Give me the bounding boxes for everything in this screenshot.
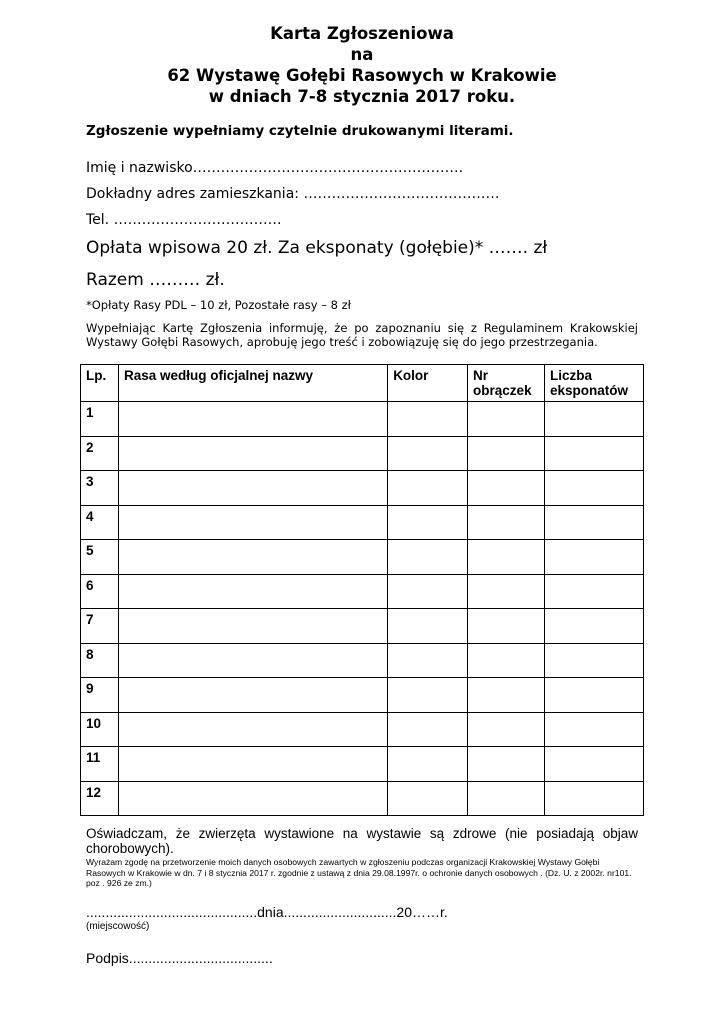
breed-cell[interactable] xyxy=(118,678,387,713)
breed-cell[interactable] xyxy=(118,747,387,782)
breed-cell[interactable] xyxy=(118,471,387,506)
ring-cell[interactable] xyxy=(468,402,545,437)
table-row xyxy=(81,402,644,437)
row-number: 11 xyxy=(81,747,119,782)
table-header-row xyxy=(81,365,644,402)
color-cell[interactable] xyxy=(388,436,468,471)
fee-line: Opłata wpisowa 20 zł. Za eksponaty (gołębie)* ……. zł xyxy=(86,238,548,258)
count-cell[interactable] xyxy=(545,781,644,816)
event-dates: w dniach 7-8 stycznia 2017 roku. xyxy=(208,87,516,106)
row-number: 10 xyxy=(81,712,119,747)
count-cell[interactable] xyxy=(545,505,644,540)
count-cell[interactable] xyxy=(545,402,644,437)
place-date-line: ............................................dnia.............................20……r. xyxy=(86,904,448,920)
count-cell[interactable] xyxy=(545,712,644,747)
col-header-number: Lp. xyxy=(81,365,119,402)
table-row xyxy=(81,505,644,540)
table-row xyxy=(81,643,644,678)
exhibits-table xyxy=(80,364,644,816)
color-cell[interactable] xyxy=(388,747,468,782)
breed-cell[interactable] xyxy=(118,574,387,609)
row-number: 8 xyxy=(81,643,119,678)
color-cell[interactable] xyxy=(388,609,468,644)
form-title-connector: na xyxy=(350,45,374,64)
color-cell[interactable] xyxy=(388,574,468,609)
ring-cell[interactable] xyxy=(468,781,545,816)
row-number: 4 xyxy=(81,505,119,540)
col-header-exhibit-count: Liczba eksponatów xyxy=(545,365,644,402)
row-number: 7 xyxy=(81,609,119,644)
breed-cell[interactable] xyxy=(118,712,387,747)
breed-cell[interactable] xyxy=(118,781,387,816)
ring-cell[interactable] xyxy=(468,643,545,678)
col-header-breed: Rasa według oficjalnej nazwy xyxy=(118,365,387,402)
table-row xyxy=(81,609,644,644)
table-row xyxy=(81,574,644,609)
breed-cell[interactable] xyxy=(118,505,387,540)
row-number: 6 xyxy=(81,574,119,609)
count-cell[interactable] xyxy=(545,540,644,575)
data-consent: Wyrażam zgodę na przetworzenie moich danych osobowych zawartych w zgłoszeniu podczas organizacji Krakowskiej Wystawy Gołębi Rasowych w Krakowie w dn. 7 i 8 stycznia 2017 r. zgodnie z ustawą z dnia 29.08.1997r. o ochronie danych osobowych . (Dz. U. z 2002r. nr101. poz . 926 ze zm.) xyxy=(86,857,632,888)
color-cell[interactable] xyxy=(388,643,468,678)
color-cell[interactable] xyxy=(388,471,468,506)
total-line: Razem ……… zł. xyxy=(86,270,225,290)
count-cell[interactable] xyxy=(545,574,644,609)
col-header-color: Kolor xyxy=(388,365,468,402)
color-cell[interactable] xyxy=(388,505,468,540)
phone-field: Tel. ……………………………… xyxy=(86,212,282,228)
row-number: 9 xyxy=(81,678,119,713)
count-cell[interactable] xyxy=(545,436,644,471)
ring-cell[interactable] xyxy=(468,436,545,471)
color-cell[interactable] xyxy=(388,712,468,747)
ring-cell[interactable] xyxy=(468,609,545,644)
ring-cell[interactable] xyxy=(468,712,545,747)
color-cell[interactable] xyxy=(388,678,468,713)
color-cell[interactable] xyxy=(388,540,468,575)
breed-cell[interactable] xyxy=(118,540,387,575)
row-number: 2 xyxy=(81,436,119,471)
row-number: 1 xyxy=(81,402,119,437)
fill-instruction: Zgłoszenie wypełniamy czytelnie drukowanymi literami. xyxy=(86,123,514,139)
regulations-declaration: Wypełniając Kartę Zgłoszenia informuję, że po zapoznaniu się z Regulaminem Krakowskiej Wystawy Gołębi Rasowych, aprobuję jego treść i zobowiązuję się do jego przestrzegania. xyxy=(86,321,638,349)
color-cell[interactable] xyxy=(388,402,468,437)
breed-cell[interactable] xyxy=(118,609,387,644)
ring-cell[interactable] xyxy=(468,471,545,506)
table-row xyxy=(81,540,644,575)
count-cell[interactable] xyxy=(545,471,644,506)
form-title: Karta Zgłoszeniowa xyxy=(270,24,454,43)
table-row xyxy=(81,436,644,471)
table-row xyxy=(81,712,644,747)
count-cell[interactable] xyxy=(545,643,644,678)
ring-cell[interactable] xyxy=(468,678,545,713)
event-name: 62 Wystawę Gołębi Rasowych w Krakowie xyxy=(167,66,557,85)
ring-cell[interactable] xyxy=(468,747,545,782)
signature-line: Podpis..................................... xyxy=(86,950,273,966)
address-field: Dokładny adres zamieszkania: …………………………………… xyxy=(86,186,500,202)
ring-cell[interactable] xyxy=(468,574,545,609)
ring-cell[interactable] xyxy=(468,505,545,540)
table-row xyxy=(81,471,644,506)
color-cell[interactable] xyxy=(388,781,468,816)
health-statement: Oświadczam, że zwierzęta wystawione na wystawie są zdrowe (nie posiadają objaw chorobowych). xyxy=(86,826,638,856)
place-label: (miejscowość) xyxy=(86,921,150,932)
table-row xyxy=(81,678,644,713)
breed-cell[interactable] xyxy=(118,436,387,471)
row-number: 5 xyxy=(81,540,119,575)
table-row xyxy=(81,747,644,782)
ring-cell[interactable] xyxy=(468,540,545,575)
breed-cell[interactable] xyxy=(118,402,387,437)
count-cell[interactable] xyxy=(545,609,644,644)
count-cell[interactable] xyxy=(545,747,644,782)
col-header-ring-numbers: Nr obrączek xyxy=(468,365,545,402)
table-row xyxy=(81,781,644,816)
row-number: 12 xyxy=(81,781,119,816)
name-field: Imię i nazwisko…………………………………………………. xyxy=(86,160,464,176)
fee-footnote: *Opłaty Rasy PDL – 10 zł, Pozostałe rasy – 8 zł xyxy=(86,298,351,312)
row-number: 3 xyxy=(81,471,119,506)
breed-cell[interactable] xyxy=(118,643,387,678)
count-cell[interactable] xyxy=(545,678,644,713)
